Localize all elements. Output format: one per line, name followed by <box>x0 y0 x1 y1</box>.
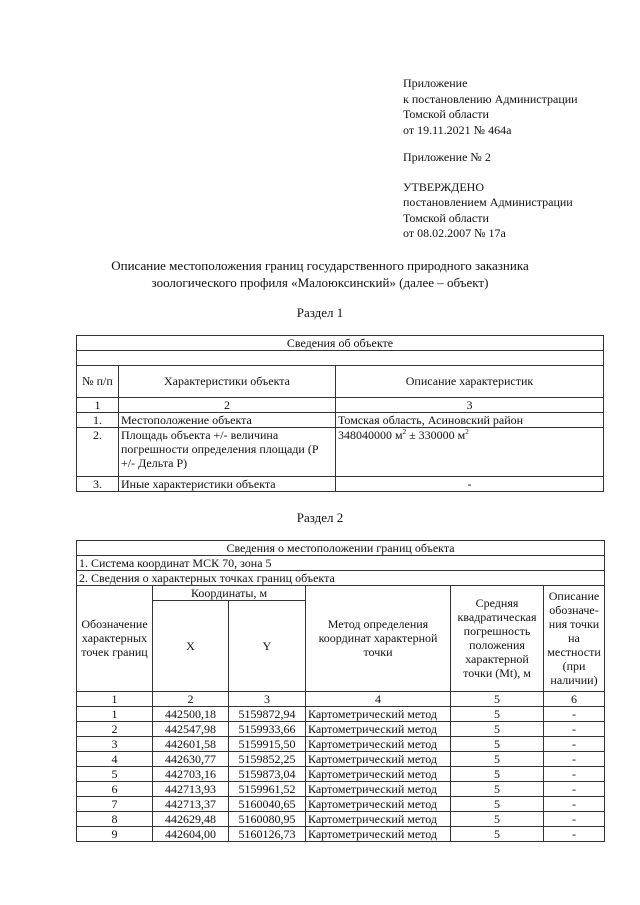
description: - <box>544 781 605 796</box>
method: Картометрический метод <box>306 826 451 841</box>
error: 5 <box>451 706 544 721</box>
empty-row <box>77 350 604 365</box>
approved-line: от 08.02.2007 № 17а <box>403 226 506 240</box>
coord-x: 442547,98 <box>153 721 229 736</box>
title-line: Описание местоположения границ государственного природного заказника <box>111 257 529 273</box>
error: 5 <box>451 826 544 841</box>
row-number: 3. <box>77 476 119 491</box>
method: Картометрический метод <box>306 811 451 826</box>
description: - <box>544 766 605 781</box>
header-number: № п/п <box>77 365 119 397</box>
superscript: 2 <box>465 427 469 436</box>
coord-x: 442500,18 <box>153 706 229 721</box>
section2-label: Раздел 2 <box>296 509 344 525</box>
row-name: Местоположение объекта <box>119 412 336 427</box>
error: 5 <box>451 781 544 796</box>
header-desc: Описание обозначе-ния точки на местности (при наличии) <box>544 585 605 691</box>
table-row <box>77 751 605 766</box>
superscript: 2 <box>402 427 407 436</box>
row-value <box>336 427 604 476</box>
table-row <box>77 781 605 796</box>
coord-y: 5159961,52 <box>229 781 306 796</box>
error: 5 <box>451 766 544 781</box>
col-number: 3 <box>336 397 604 412</box>
coord-x: 442713,93 <box>153 781 229 796</box>
row-value: Томская область, Асиновский район <box>336 412 604 427</box>
approved-block <box>403 180 640 242</box>
coord-x: 442703,16 <box>153 766 229 781</box>
row-value: - <box>336 476 604 491</box>
error: 5 <box>451 751 544 766</box>
coord-x: 442713,37 <box>153 796 229 811</box>
description: - <box>544 811 605 826</box>
error: 5 <box>451 721 544 736</box>
method: Картометрический метод <box>306 721 451 736</box>
row-number: 2. <box>77 427 119 476</box>
coord-y: 5159915,50 <box>229 736 306 751</box>
method: Картометрический метод <box>306 706 451 721</box>
coord-x: 442629,48 <box>153 811 229 826</box>
table-title: Сведения о местоположении границ объекта <box>77 540 605 555</box>
col-number: 1 <box>77 397 119 412</box>
point-id: 7 <box>77 796 153 811</box>
approved-line: УТВЕРЖДЕНО <box>403 179 485 194</box>
object-info-table <box>76 335 604 492</box>
table-row <box>77 412 604 427</box>
area-error: ± 330000 м <box>406 427 466 442</box>
appendix-line: Томской области <box>403 107 489 121</box>
approved-line: Томской области <box>403 210 489 225</box>
col-number: 3 <box>229 691 306 706</box>
method: Картометрический метод <box>306 736 451 751</box>
description: - <box>544 706 605 721</box>
col-number: 5 <box>451 691 544 706</box>
description: - <box>544 736 605 751</box>
appendix-block <box>403 76 640 138</box>
point-id: 1 <box>77 706 153 721</box>
table-row <box>77 476 604 491</box>
row-name: Площадь объекта +/- величина погрешности определения площади (Р +/- Дельта Р) <box>119 427 336 476</box>
coord-y: 5159933,66 <box>229 721 306 736</box>
coord-y: 5160040,65 <box>229 796 306 811</box>
error: 5 <box>451 796 544 811</box>
header-point: Обозначение характерных точек границ <box>77 585 153 691</box>
header-y: Y <box>229 600 306 691</box>
point-id: 3 <box>77 736 153 751</box>
coord-y: 5160080,95 <box>229 811 306 826</box>
coord-y: 5160126,73 <box>229 826 306 841</box>
description: - <box>544 796 605 811</box>
point-id: 6 <box>77 781 153 796</box>
table-row <box>77 736 605 751</box>
point-id: 2 <box>77 721 153 736</box>
col-number: 4 <box>306 691 451 706</box>
coord-x: 442630,77 <box>153 751 229 766</box>
table-row <box>77 427 604 476</box>
document-title <box>0 257 640 291</box>
header-error: Средняя квадратическая погрешность положения характерной точки (Mt), м <box>451 585 544 691</box>
method: Картометрический метод <box>306 796 451 811</box>
approved-line: постановлением Администрации <box>403 195 573 209</box>
col-number: 1 <box>77 691 153 706</box>
point-id: 4 <box>77 751 153 766</box>
error: 5 <box>451 736 544 751</box>
table-row <box>77 826 605 841</box>
method: Картометрический метод <box>306 766 451 781</box>
description: - <box>544 826 605 841</box>
header-characteristics: Характеристики объекта <box>119 365 336 397</box>
table-row <box>77 766 605 781</box>
error: 5 <box>451 811 544 826</box>
area-value: 348040000 м <box>338 427 403 442</box>
table-title: Сведения об объекте <box>77 335 604 350</box>
section1-label: Раздел 1 <box>296 304 344 320</box>
method: Картометрический метод <box>306 751 451 766</box>
row-name: Иные характеристики объекта <box>119 476 336 491</box>
appendix-line: от 19.11.2021 № 464а <box>403 122 512 137</box>
col-number: 2 <box>119 397 336 412</box>
point-id: 8 <box>77 811 153 826</box>
appendix-2: Приложение № 2 <box>403 150 491 164</box>
coord-system: 1. Система координат МСК 70, зона 5 <box>77 555 605 570</box>
coord-x: 442601,58 <box>153 736 229 751</box>
col-number: 6 <box>544 691 605 706</box>
point-id: 9 <box>77 826 153 841</box>
table-row <box>77 721 605 736</box>
table-row <box>77 811 605 826</box>
method: Картометрический метод <box>306 781 451 796</box>
header-description: Описание характеристик <box>336 365 604 397</box>
header-method: Метод определения координат характерной точки <box>306 585 451 691</box>
row-number: 1. <box>77 412 119 427</box>
description: - <box>544 751 605 766</box>
point-id: 5 <box>77 766 153 781</box>
header-x: X <box>153 600 229 691</box>
title-line: зоологического профиля «Малоюксинский» (далее – объект) <box>151 274 489 290</box>
coord-x: 442604,00 <box>153 826 229 841</box>
coord-y: 5159873,04 <box>229 766 306 781</box>
header-coords: Координаты, м <box>153 585 306 600</box>
appendix-line: к постановлению Администрации <box>403 91 578 106</box>
coord-y: 5159872,94 <box>229 706 306 721</box>
table-row <box>77 706 605 721</box>
appendix-line: Приложение <box>403 76 468 90</box>
coord-y: 5159852,25 <box>229 751 306 766</box>
table-row <box>77 796 605 811</box>
col-number: 2 <box>153 691 229 706</box>
boundary-table <box>76 540 605 842</box>
description: - <box>544 721 605 736</box>
points-title: 2. Сведения о характерных точках границ объекта <box>77 570 605 585</box>
